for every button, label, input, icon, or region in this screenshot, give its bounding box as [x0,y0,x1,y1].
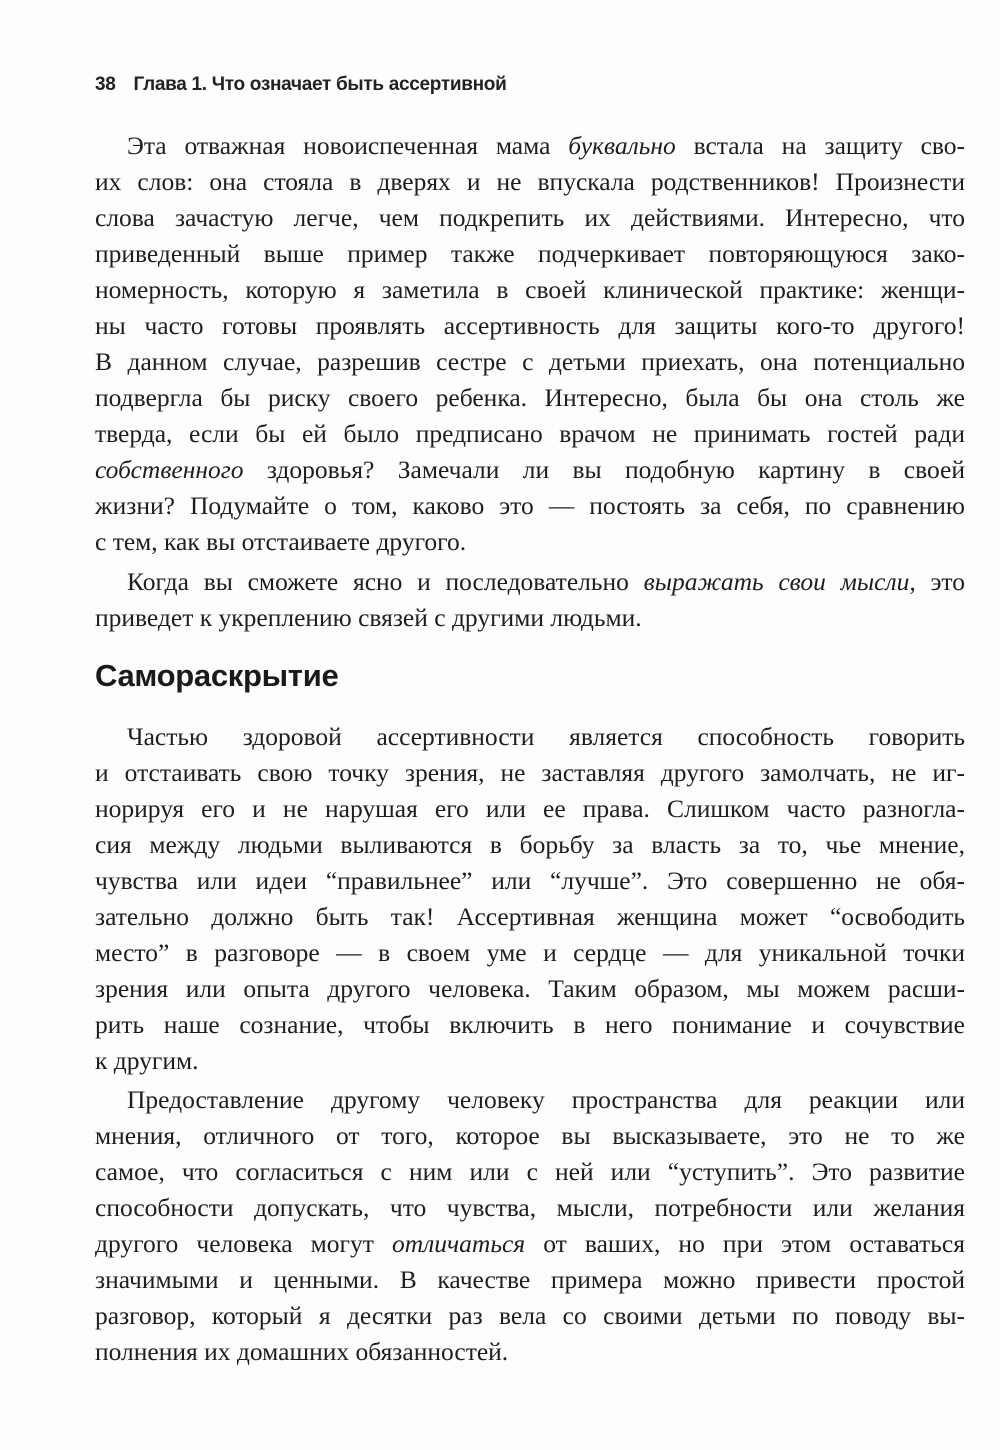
text-line [95,935,965,971]
line-text: тверда, если бы ей было предписано врачом не принимать гостей ради [95,419,965,448]
chapter-title: Глава 1. Что означает быть ассертивной [133,74,507,95]
paragraph [95,128,965,560]
line-text: слова зачастую легче, чем подкрепить их действиями. Интересно, что [95,203,965,232]
line-text: место” в разговоре — в своем уме и сердце — для уникальной точки [95,938,965,967]
text-line [95,1190,965,1226]
line-text: В данном случае, разрешив сестре с детьми приехать, она потенциально [95,347,965,376]
text-line [95,899,965,935]
line-text: мнения, отличного от того, которое вы высказываете, это не то же [95,1121,965,1150]
paragraph [95,719,965,1079]
text-line [95,164,965,200]
line-text: разговор, который я десятки раз вела со своими детьми по поводу вы- [95,1301,965,1330]
text-line [95,1298,965,1334]
line-text: и отстаивать свою точку зрения, не заставляя другого замолчать, не иг- [95,758,965,787]
italic-text: собственного [95,455,244,484]
text-line [95,863,965,899]
line-text: полнения их домашних обязанностей. [95,1337,509,1366]
line-text: к другим. [95,1046,199,1075]
line-text: зрения или опыта другого человека. Таким образом, мы можем расши- [95,974,965,1003]
line-text: значимыми и ценными. В качестве примера можно привести простой [95,1265,965,1294]
text-line [95,452,965,488]
line-text: другого человека могут [95,1229,392,1258]
text-line [95,1043,965,1079]
line-text: Эта отважная новоиспеченная мама [127,131,569,160]
text-line [95,564,965,600]
text-line [95,1007,965,1043]
line-text: самое, что согласиться с ним или с ней или “уступить”. Это развитие [95,1157,965,1186]
line-text: это [915,567,965,596]
line-text: встала на защиту сво- [675,131,965,160]
line-text: зательно должно быть так! Ассертивная женщина может “освободить [95,902,965,931]
text-line [95,236,965,272]
line-text: номерность, которую я заметила в своей клинической практике: женщи- [95,275,965,304]
running-head [95,74,506,96]
text-line [95,308,965,344]
italic-text: выражать свои мысли, [643,567,916,596]
text-line [95,791,965,827]
text-line [95,1118,965,1154]
text-line [95,524,965,560]
text-line [95,488,965,524]
page-number: 38 [95,74,116,95]
line-text: ны часто готовы проявлять ассертивность для защиты кого-то другого! [95,311,965,340]
text-line [95,272,965,308]
text-line [95,416,965,452]
line-text: их слов: она стояла в дверях и не впускала родственников! Произнести [95,167,965,196]
paragraph [95,564,965,636]
text-line [95,719,965,755]
line-text: Частью здоровой ассертивности является способность говорить [127,722,965,751]
line-text: от ваших, но при этом оставаться [525,1229,965,1258]
text-line [95,200,965,236]
line-text: приведенный выше пример также подчеркивает повторяющуюся зако- [95,239,965,268]
line-text: здоровья? Замечали ли вы подобную картину в своей [243,455,965,484]
text-line [95,827,965,863]
text-line [95,1154,965,1190]
italic-text: буквально [568,131,676,160]
text-line [95,1334,965,1370]
text-line [95,1082,965,1118]
line-text: рить наше сознание, чтобы включить в него понимание и сочувствие [95,1010,965,1039]
text-line [95,344,965,380]
line-text: сия между людьми выливаются в борьбу за власть за то, чье мнение, [95,830,965,859]
text-line [95,128,965,164]
text-line [95,755,965,791]
italic-text: отличаться [391,1229,526,1258]
text-line [95,1262,965,1298]
line-text: чувства или идеи “правильнее” или “лучше”. Это совершенно не обя- [95,866,965,895]
text-line [95,600,965,636]
paragraph [95,1082,965,1370]
line-text: жизни? Подумайте о том, каково это — постоять за себя, по сравнению [95,491,965,520]
text-line [95,971,965,1007]
text-line [95,1226,965,1262]
text-line [95,380,965,416]
line-text: Предоставление другому человеку пространства для реакции или [127,1085,965,1114]
line-text: способности допускать, что чувства, мысли, потребности или желания [95,1193,965,1222]
line-text: подвергла бы риску своего ребенка. Интересно, была бы она столь же [95,383,965,412]
section-heading: Самораскрытие [95,658,339,693]
line-text: Когда вы сможете ясно и последовательно [127,567,644,596]
line-text: норируя его и не нарушая его или ее права. Слишком часто разногла- [95,794,965,823]
line-text: приведет к укреплению связей с другими людьми. [95,603,642,632]
line-text: с тем, как вы отстаиваете другого. [95,527,467,556]
